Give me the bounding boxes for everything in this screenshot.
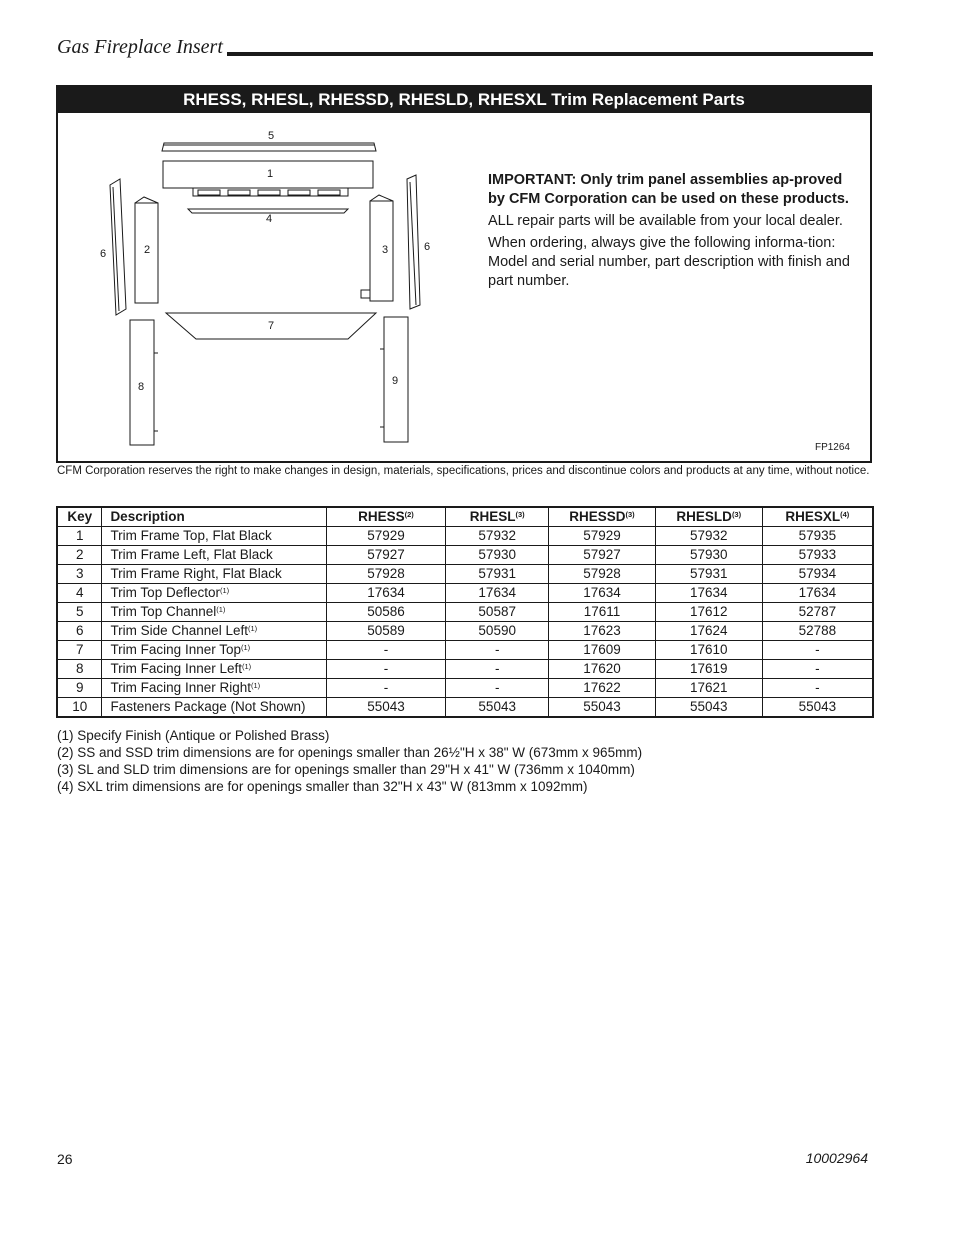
repair-parts-note: ALL repair parts will be available from your local dealer. — [488, 213, 843, 229]
cell-part-number: 57928 — [549, 565, 656, 584]
cell-description: Trim Facing Inner Top$^{(1)}$ — [102, 641, 326, 660]
document-number: 10002964 — [805, 1150, 868, 1166]
table-row — [57, 622, 873, 641]
diagram-label-9: 9 — [392, 375, 399, 387]
diagram-label-3: 3 — [382, 244, 389, 256]
page-number: 26 — [57, 1151, 73, 1167]
col-header-rhesld: RHESLD$^{(3)}$ — [655, 507, 762, 527]
cell-description: Trim Side Channel Left$^{(1)}$ — [102, 622, 326, 641]
table-row — [57, 603, 873, 622]
important-notice: IMPORTANT: Only trim panel assemblies ap-proved by CFM Corporation can be used on these products. — [488, 172, 849, 207]
part-6-right-side-channel — [407, 175, 420, 309]
cell-key: 6 — [57, 622, 102, 641]
table-row — [57, 641, 873, 660]
col-header-rhesxl: RHESXL$^{(4)}$ — [762, 507, 873, 527]
figure-id: FP1264 — [814, 442, 850, 453]
cell-part-number: 17634 — [326, 584, 446, 603]
footnotes — [57, 727, 642, 795]
cell-part-number: - — [446, 660, 549, 679]
diagram-label-6-left: 6 — [100, 248, 107, 260]
cell-part-number: 57934 — [762, 565, 873, 584]
cell-part-number: 57932 — [655, 527, 762, 546]
cell-part-number: 52788 — [762, 622, 873, 641]
table-row — [57, 679, 873, 698]
table-row — [57, 546, 873, 565]
cell-part-number: 55043 — [762, 698, 873, 718]
cell-part-number: 17634 — [762, 584, 873, 603]
table-header-row — [57, 507, 873, 527]
cell-part-number: 17624 — [655, 622, 762, 641]
disclaimer: CFM Corporation reserves the right to make changes in design, materials, specifications, prices and discontinue colors and products at any time, without notice. — [57, 465, 870, 477]
cell-key: 9 — [57, 679, 102, 698]
cell-part-number: - — [446, 679, 549, 698]
table-row — [57, 660, 873, 679]
cell-key: 5 — [57, 603, 102, 622]
cell-part-number: 57927 — [326, 546, 446, 565]
diagram-label-7: 7 — [268, 320, 275, 332]
cell-part-number: 57931 — [446, 565, 549, 584]
cell-part-number: - — [326, 679, 446, 698]
col-header-rhesl: RHESL$^{(3)}$ — [446, 507, 549, 527]
cell-part-number: 57933 — [762, 546, 873, 565]
cell-part-number: 17609 — [549, 641, 656, 660]
cell-part-number: 17610 — [655, 641, 762, 660]
cell-description: Trim Frame Right, Flat Black — [102, 565, 326, 584]
cell-part-number: 17619 — [655, 660, 762, 679]
cell-part-number: 50589 — [326, 622, 446, 641]
col-header-rhess: RHESS$^{(2)}$ — [326, 507, 446, 527]
cell-part-number: - — [446, 641, 549, 660]
cell-description: Trim Top Channel$^{(1)}$ — [102, 603, 326, 622]
cell-part-number: 17634 — [655, 584, 762, 603]
table-row — [57, 527, 873, 546]
cell-part-number: - — [762, 660, 873, 679]
table-row — [57, 698, 873, 718]
cell-part-number: 17612 — [655, 603, 762, 622]
footnote-3: (3) SL and SLD trim dimensions are for openings smaller than 29"H x 41" W (736mm x 1040mm) — [57, 762, 635, 777]
cell-part-number: 57930 — [655, 546, 762, 565]
parts-table — [56, 506, 874, 718]
cell-part-number: - — [326, 641, 446, 660]
cell-part-number: 57935 — [762, 527, 873, 546]
document-header-title: Gas Fireplace Insert — [57, 36, 223, 58]
col-header-description: Description — [102, 507, 326, 527]
cell-part-number: 17634 — [446, 584, 549, 603]
cell-description: Fasteners Package (Not Shown) — [102, 698, 326, 718]
cell-part-number: 52787 — [762, 603, 873, 622]
parts-panel — [56, 85, 872, 463]
cell-part-number: 55043 — [326, 698, 446, 718]
cell-description: Trim Frame Left, Flat Black — [102, 546, 326, 565]
cell-part-number: 17621 — [655, 679, 762, 698]
cell-part-number: 50590 — [446, 622, 549, 641]
cell-part-number: - — [762, 679, 873, 698]
cell-key: 2 — [57, 546, 102, 565]
diagram-label-4: 4 — [266, 213, 273, 225]
cell-key: 4 — [57, 584, 102, 603]
cell-part-number: 57930 — [446, 546, 549, 565]
cell-part-number: 57928 — [326, 565, 446, 584]
cell-part-number: 17611 — [549, 603, 656, 622]
cell-part-number: - — [762, 641, 873, 660]
diagram-label-6-right: 6 — [424, 241, 431, 253]
header-rule — [227, 52, 873, 56]
cell-description: Trim Top Deflector$^{(1)}$ — [102, 584, 326, 603]
cell-part-number: 17623 — [549, 622, 656, 641]
table-row — [57, 565, 873, 584]
diagram-label-1: 1 — [267, 168, 274, 180]
cell-part-number: 55043 — [655, 698, 762, 718]
cell-part-number: 57927 — [549, 546, 656, 565]
footnote-4: (4) SXL trim dimensions are for openings smaller than 32"H x 43" W (813mm x 1092mm) — [57, 779, 588, 794]
ordering-instructions: When ordering, always give the following informa-tion: Model and serial number, part description with finish and part number. — [488, 235, 850, 289]
col-header-rhessd: RHESSD$^{(3)}$ — [549, 507, 656, 527]
table-row — [57, 584, 873, 603]
exploded-parts-diagram — [58, 87, 478, 461]
ordering-information — [488, 171, 853, 294]
cell-key: 8 — [57, 660, 102, 679]
cell-key: 1 — [57, 527, 102, 546]
cell-part-number: 17622 — [549, 679, 656, 698]
cell-part-number: 55043 — [549, 698, 656, 718]
cell-part-number: - — [326, 660, 446, 679]
cell-part-number: 50586 — [326, 603, 446, 622]
cell-part-number: 55043 — [446, 698, 549, 718]
part-5-top-channel — [162, 143, 376, 151]
cell-part-number: 17620 — [549, 660, 656, 679]
cell-part-number: 57929 — [326, 527, 446, 546]
cell-key: 3 — [57, 565, 102, 584]
cell-key: 10 — [57, 698, 102, 718]
cell-description: Trim Facing Inner Left$^{(1)}$ — [102, 660, 326, 679]
cell-description: Trim Facing Inner Right$^{(1)}$ — [102, 679, 326, 698]
diagram-label-5: 5 — [268, 130, 275, 142]
col-header-key: Key — [57, 507, 102, 527]
cell-description: Trim Frame Top, Flat Black — [102, 527, 326, 546]
footnote-1: (1) Specify Finish (Antique or Polished Brass) — [57, 728, 330, 743]
diagram-label-8: 8 — [138, 381, 145, 393]
footnote-2: (2) SS and SSD trim dimensions are for openings smaller than 26½"H x 38" W (673mm x 965mm) — [57, 745, 643, 760]
cell-part-number: 57932 — [446, 527, 549, 546]
cell-part-number: 57931 — [655, 565, 762, 584]
cell-key: 7 — [57, 641, 102, 660]
diagram-label-2: 2 — [144, 244, 151, 256]
cell-part-number: 57929 — [549, 527, 656, 546]
cell-part-number: 17634 — [549, 584, 656, 603]
cell-part-number: 50587 — [446, 603, 549, 622]
panel-title: RHESS, RHESL, RHESSD, RHESLD, RHESXL Trim Replacement Parts — [58, 87, 870, 113]
